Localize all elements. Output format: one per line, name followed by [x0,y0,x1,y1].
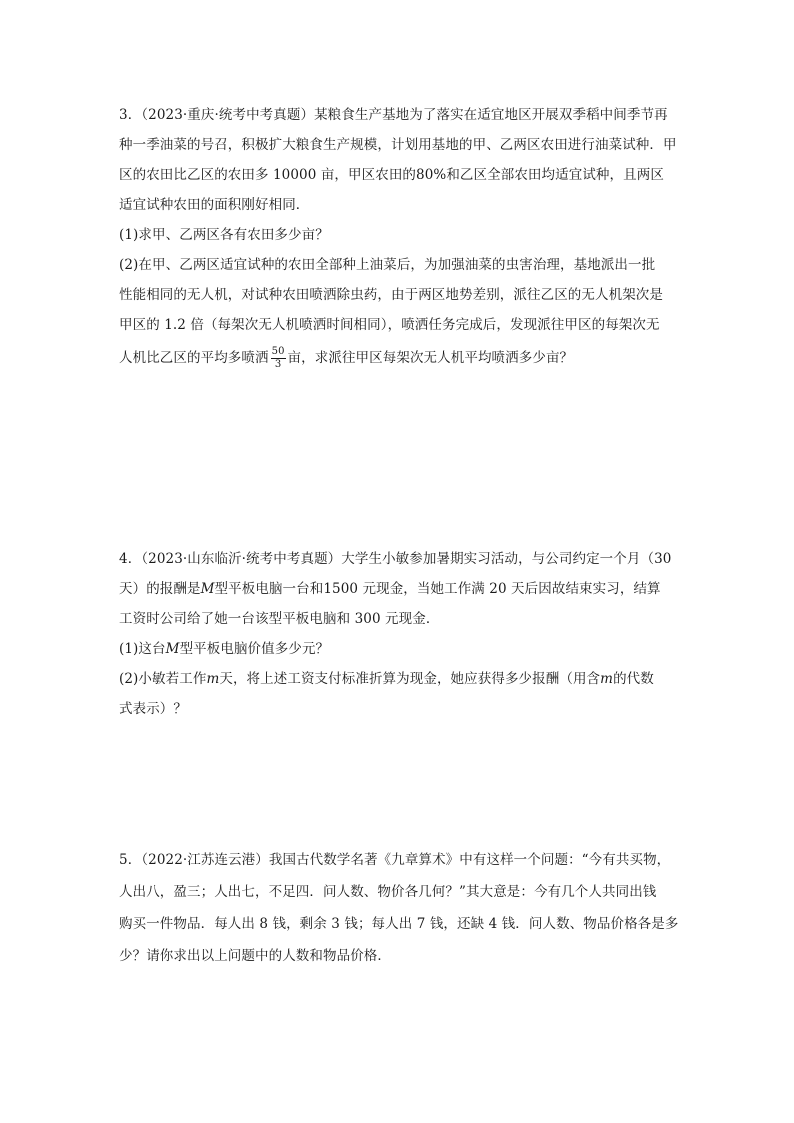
problem-4 [119,544,681,724]
problem-3-line-3: 区的农田比乙区的农田多 10000 亩，甲区农田的80%和乙区全部农田均适宜试种，且两区 [119,167,664,183]
fraction-denominator: 3 [274,359,282,370]
problem-3-line-2: 种一季油菜的号召，积极扩大粮食生产规模，计划用基地的甲、乙两区农田进行油菜试种．甲 [119,137,677,153]
problem-3-part-2-line-3: 甲区的 1.2 倍（每架次无人机喷洒时间相同），喷洒任务完成后，发现派往甲区的每架次无 [119,317,660,333]
problem-3-line-1: 3．（2023·重庆·统考中考真题）某粮食生产基地为了落实在适宜地区开展双季稻中间季节再 [119,107,668,123]
problem-4-part-1-after: 型平板电脑价值多少元？ [179,641,330,657]
problem-3-last-before: 人机比乙区的平均多喷洒 [119,350,269,366]
problem-5-line-2: 人出八，盈三；人出七，不足四．问人数、物价各几何？”其大意是：今有几个人共同出钱 [119,884,657,900]
problem-5-line-4: 少？请你求出以上问题中的人数和物品价格． [119,948,391,964]
problem-5 [119,844,681,972]
problem-4-line-3: 工资时公司给了她一台该型平板电脑和 300 元现金． [119,611,440,627]
variable-m: m [206,671,220,687]
problem-4-line-2-before: 天）的报酬是 [119,581,201,597]
problem-4-part-2-before: (2)小敏若工作 [119,671,207,687]
problem-4-line-2 [119,574,681,604]
problem-4-part-2-line-1 [119,664,681,694]
problem-5-line-3: 购买一件物品．每人出 8 钱，剩余 3 钱；每人出 7 钱，还缺 4 钱．问人数、物品价格各是多 [119,916,679,932]
problem-4-part-2-after: 的代数 [613,671,654,687]
variable-M: M [165,641,180,657]
problem-4-part-1 [119,634,681,664]
problem-3-line-4: 适宜试种农田的面积刚好相同． [119,197,310,213]
problem-3 [119,100,681,376]
problem-4-part-1-before: (1)这台 [119,641,166,657]
variable-m: m [600,671,614,687]
problem-3-part-2-line-1: (2)在甲、乙两区适宜试种的农田全部种上油菜后，为加强油菜的虫害治理，基地派出一批 [119,257,656,273]
fraction-numerator: 50 [271,346,285,357]
problem-3-last-after: 亩，求派往甲区每架次无人机平均喷洒多少亩？ [287,350,574,366]
problem-4-part-2-mid: 天，将上述工资支付标准折算为现金，她应获得多少报酬（用含 [219,671,601,687]
problem-3-part-2-line-4 [119,340,681,376]
problem-3-part-1: (1)求甲、乙两区各有农田多少亩？ [119,227,329,243]
problem-3-part-2-line-2: 性能相同的无人机，对试种农田喷洒除虫药，由于两区地势差别，派往乙区的无人机架次是 [119,287,663,303]
problem-5-line-1: 5．（2022·江苏连云港）我国古代数学名著《九章算术》中有这样一个问题：“今有共买物， [119,852,671,868]
problem-4-line-1: 4．（2023·山东临沂·统考中考真题）大学生小敏参加暑期实习活动，与公司约定一个月（30 [119,551,672,567]
fraction-50-over-3 [271,346,286,371]
problem-4-part-2-line-2: 式表示）？ [119,701,187,717]
problem-4-line-2-after: 型平板电脑一台和1500 元现金，当她工作满 20 天后因故结束实习，结算 [214,581,661,597]
variable-M: M [200,581,215,597]
